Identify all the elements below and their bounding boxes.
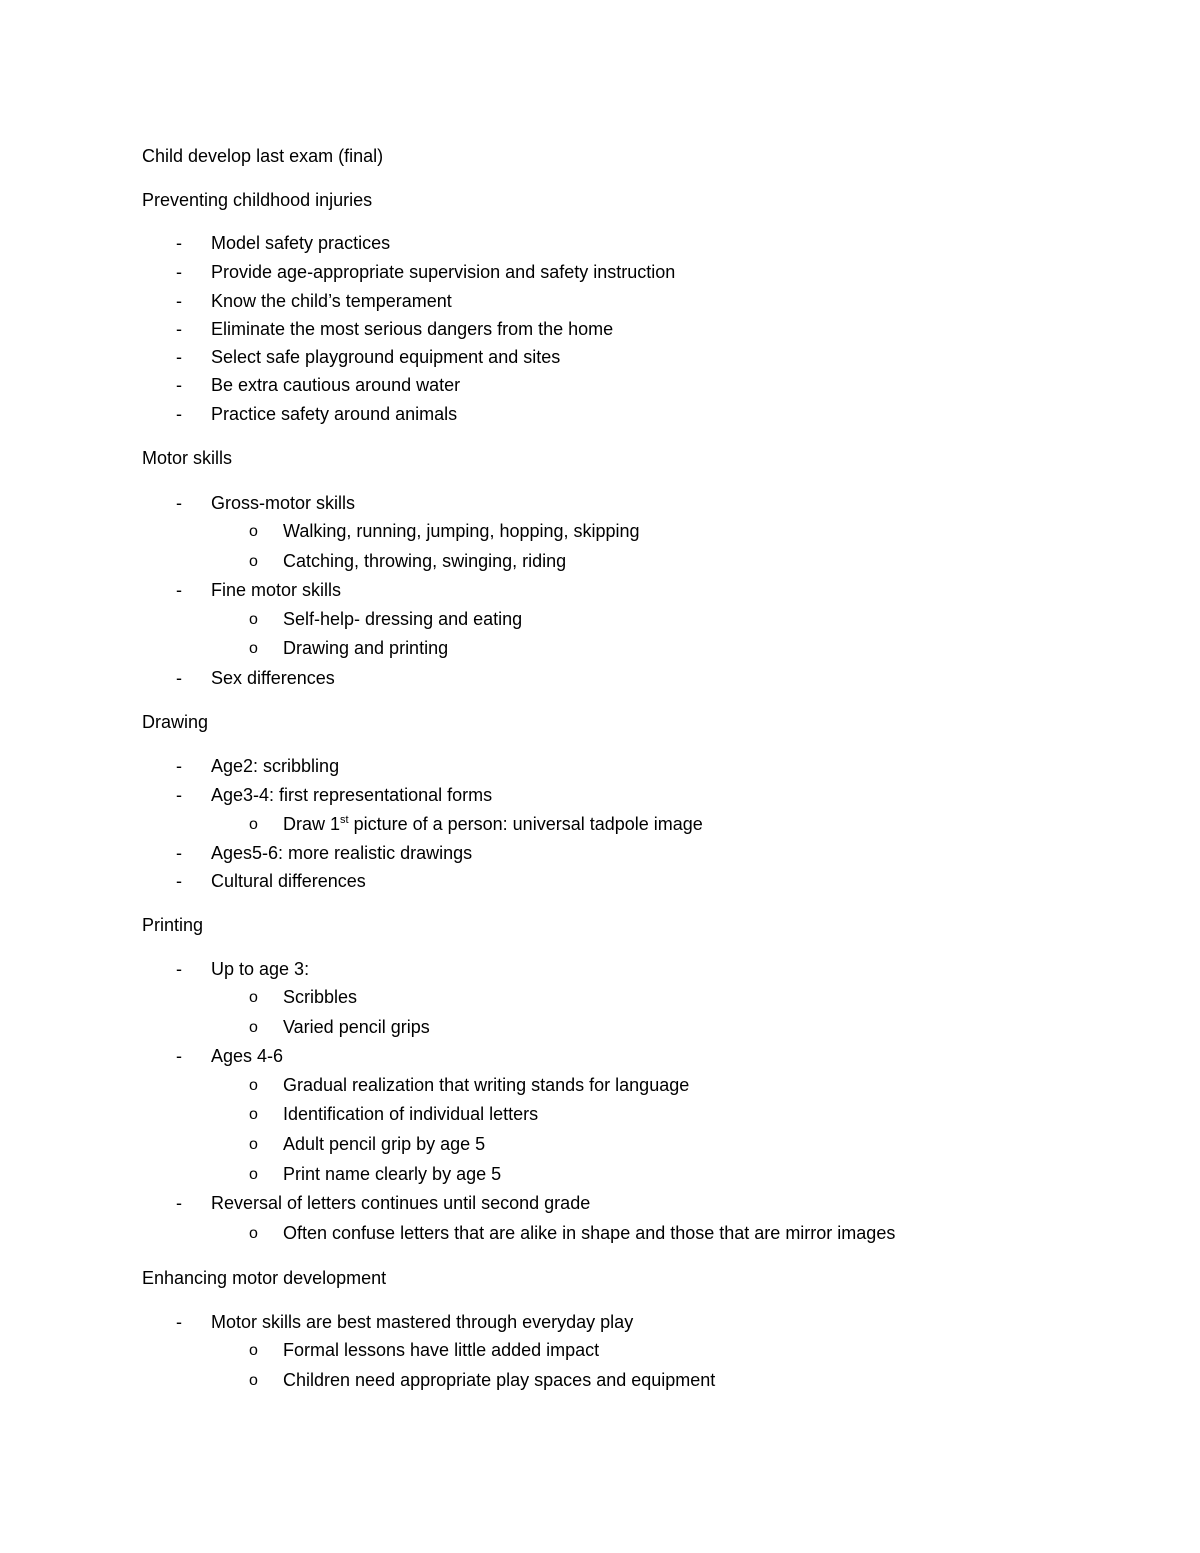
circle-bullet: o [249,1106,258,1123]
dash-bullet: - [176,580,182,600]
dash-bullet: - [176,1312,182,1332]
circle-bullet: o [249,553,258,570]
sub-list-item: Self-help- dressing and eating [283,609,523,629]
list-item: Be extra cautious around water [211,375,461,395]
dash-bullet: - [176,959,182,979]
sub-list-item: Walking, running, jumping, hopping, skipping [283,521,640,541]
list-item: Age2: scribbling [211,756,340,776]
dash-bullet: - [176,1193,182,1213]
list-item: Ages5-6: more realistic drawings [211,843,473,863]
circle-bullet: o [249,1077,258,1094]
section-heading: Printing [142,915,204,935]
sub-list-item: Children need appropriate play spaces and equipment [283,1370,716,1390]
list-item: Age3-4: first representational forms [211,785,493,805]
list-item: Reversal of letters continues until second grade [211,1193,591,1213]
dash-bullet: - [176,756,182,776]
sub-list-item: Identification of individual letters [283,1104,539,1124]
list-item: Gross-motor skills [211,493,356,513]
document-title: Child develop last exam (final) [142,146,384,166]
section-heading: Drawing [142,712,209,732]
circle-bullet: o [249,611,258,628]
circle-bullet: o [249,1136,258,1153]
circle-bullet: o [249,1342,258,1359]
list-item: Practice safety around animals [211,404,458,424]
dash-bullet: - [176,347,182,367]
dash-bullet: - [176,319,182,339]
sub-list-item: Catching, throwing, swinging, riding [283,551,567,571]
dash-bullet: - [176,668,182,688]
sub-list-item: Adult pencil grip by age 5 [283,1134,486,1154]
ordinal-superscript: st [340,814,349,826]
circle-bullet: o [249,1019,258,1036]
section-heading: Enhancing motor development [142,1268,387,1288]
dash-bullet: - [176,291,182,311]
section-heading: Motor skills [142,448,233,468]
dash-bullet: - [176,785,182,805]
list-item: Fine motor skills [211,580,342,600]
circle-bullet: o [249,523,258,540]
dash-bullet: - [176,262,182,282]
list-item: Provide age-appropriate supervision and safety instruction [211,262,676,282]
sub-list-item: Gradual realization that writing stands for language [283,1075,690,1095]
circle-bullet: o [249,1225,258,1242]
dash-bullet: - [176,871,182,891]
circle-bullet: o [249,989,258,1006]
dash-bullet: - [176,404,182,424]
list-item: Know the child’s temperament [211,291,452,311]
list-item: Ages 4-6 [211,1046,284,1066]
sub-list-item: Varied pencil grips [283,1017,430,1037]
dash-bullet: - [176,233,182,253]
list-item: Motor skills are best mastered through everyday play [211,1312,634,1332]
circle-bullet: o [249,1166,258,1183]
dash-bullet: - [176,493,182,513]
sub-list-item: Drawing and printing [283,638,449,658]
dash-bullet: - [176,375,182,395]
dash-bullet: - [176,1046,182,1066]
sub-list-item-text: picture of a person: universal tadpole image [348,814,703,834]
section-heading: Preventing childhood injuries [142,190,373,210]
list-item: Select safe playground equipment and sites [211,347,561,367]
sub-list-item: Print name clearly by age 5 [283,1164,502,1184]
dash-bullet: - [176,843,182,863]
sub-list-item: Often confuse letters that are alike in shape and those that are mirror images [283,1223,896,1243]
circle-bullet: o [249,1372,258,1389]
circle-bullet: o [249,640,258,657]
sub-list-item: Scribbles [283,987,358,1007]
list-item: Eliminate the most serious dangers from the home [211,319,614,339]
sub-list-item: Formal lessons have little added impact [283,1340,600,1360]
circle-bullet: o [249,816,258,833]
sub-list-item [283,813,703,835]
list-item: Sex differences [211,668,335,688]
list-item: Cultural differences [211,871,366,891]
sub-list-item-text: Draw 1 [283,814,341,834]
list-item: Model safety practices [211,233,391,253]
list-item: Up to age 3: [211,959,310,979]
